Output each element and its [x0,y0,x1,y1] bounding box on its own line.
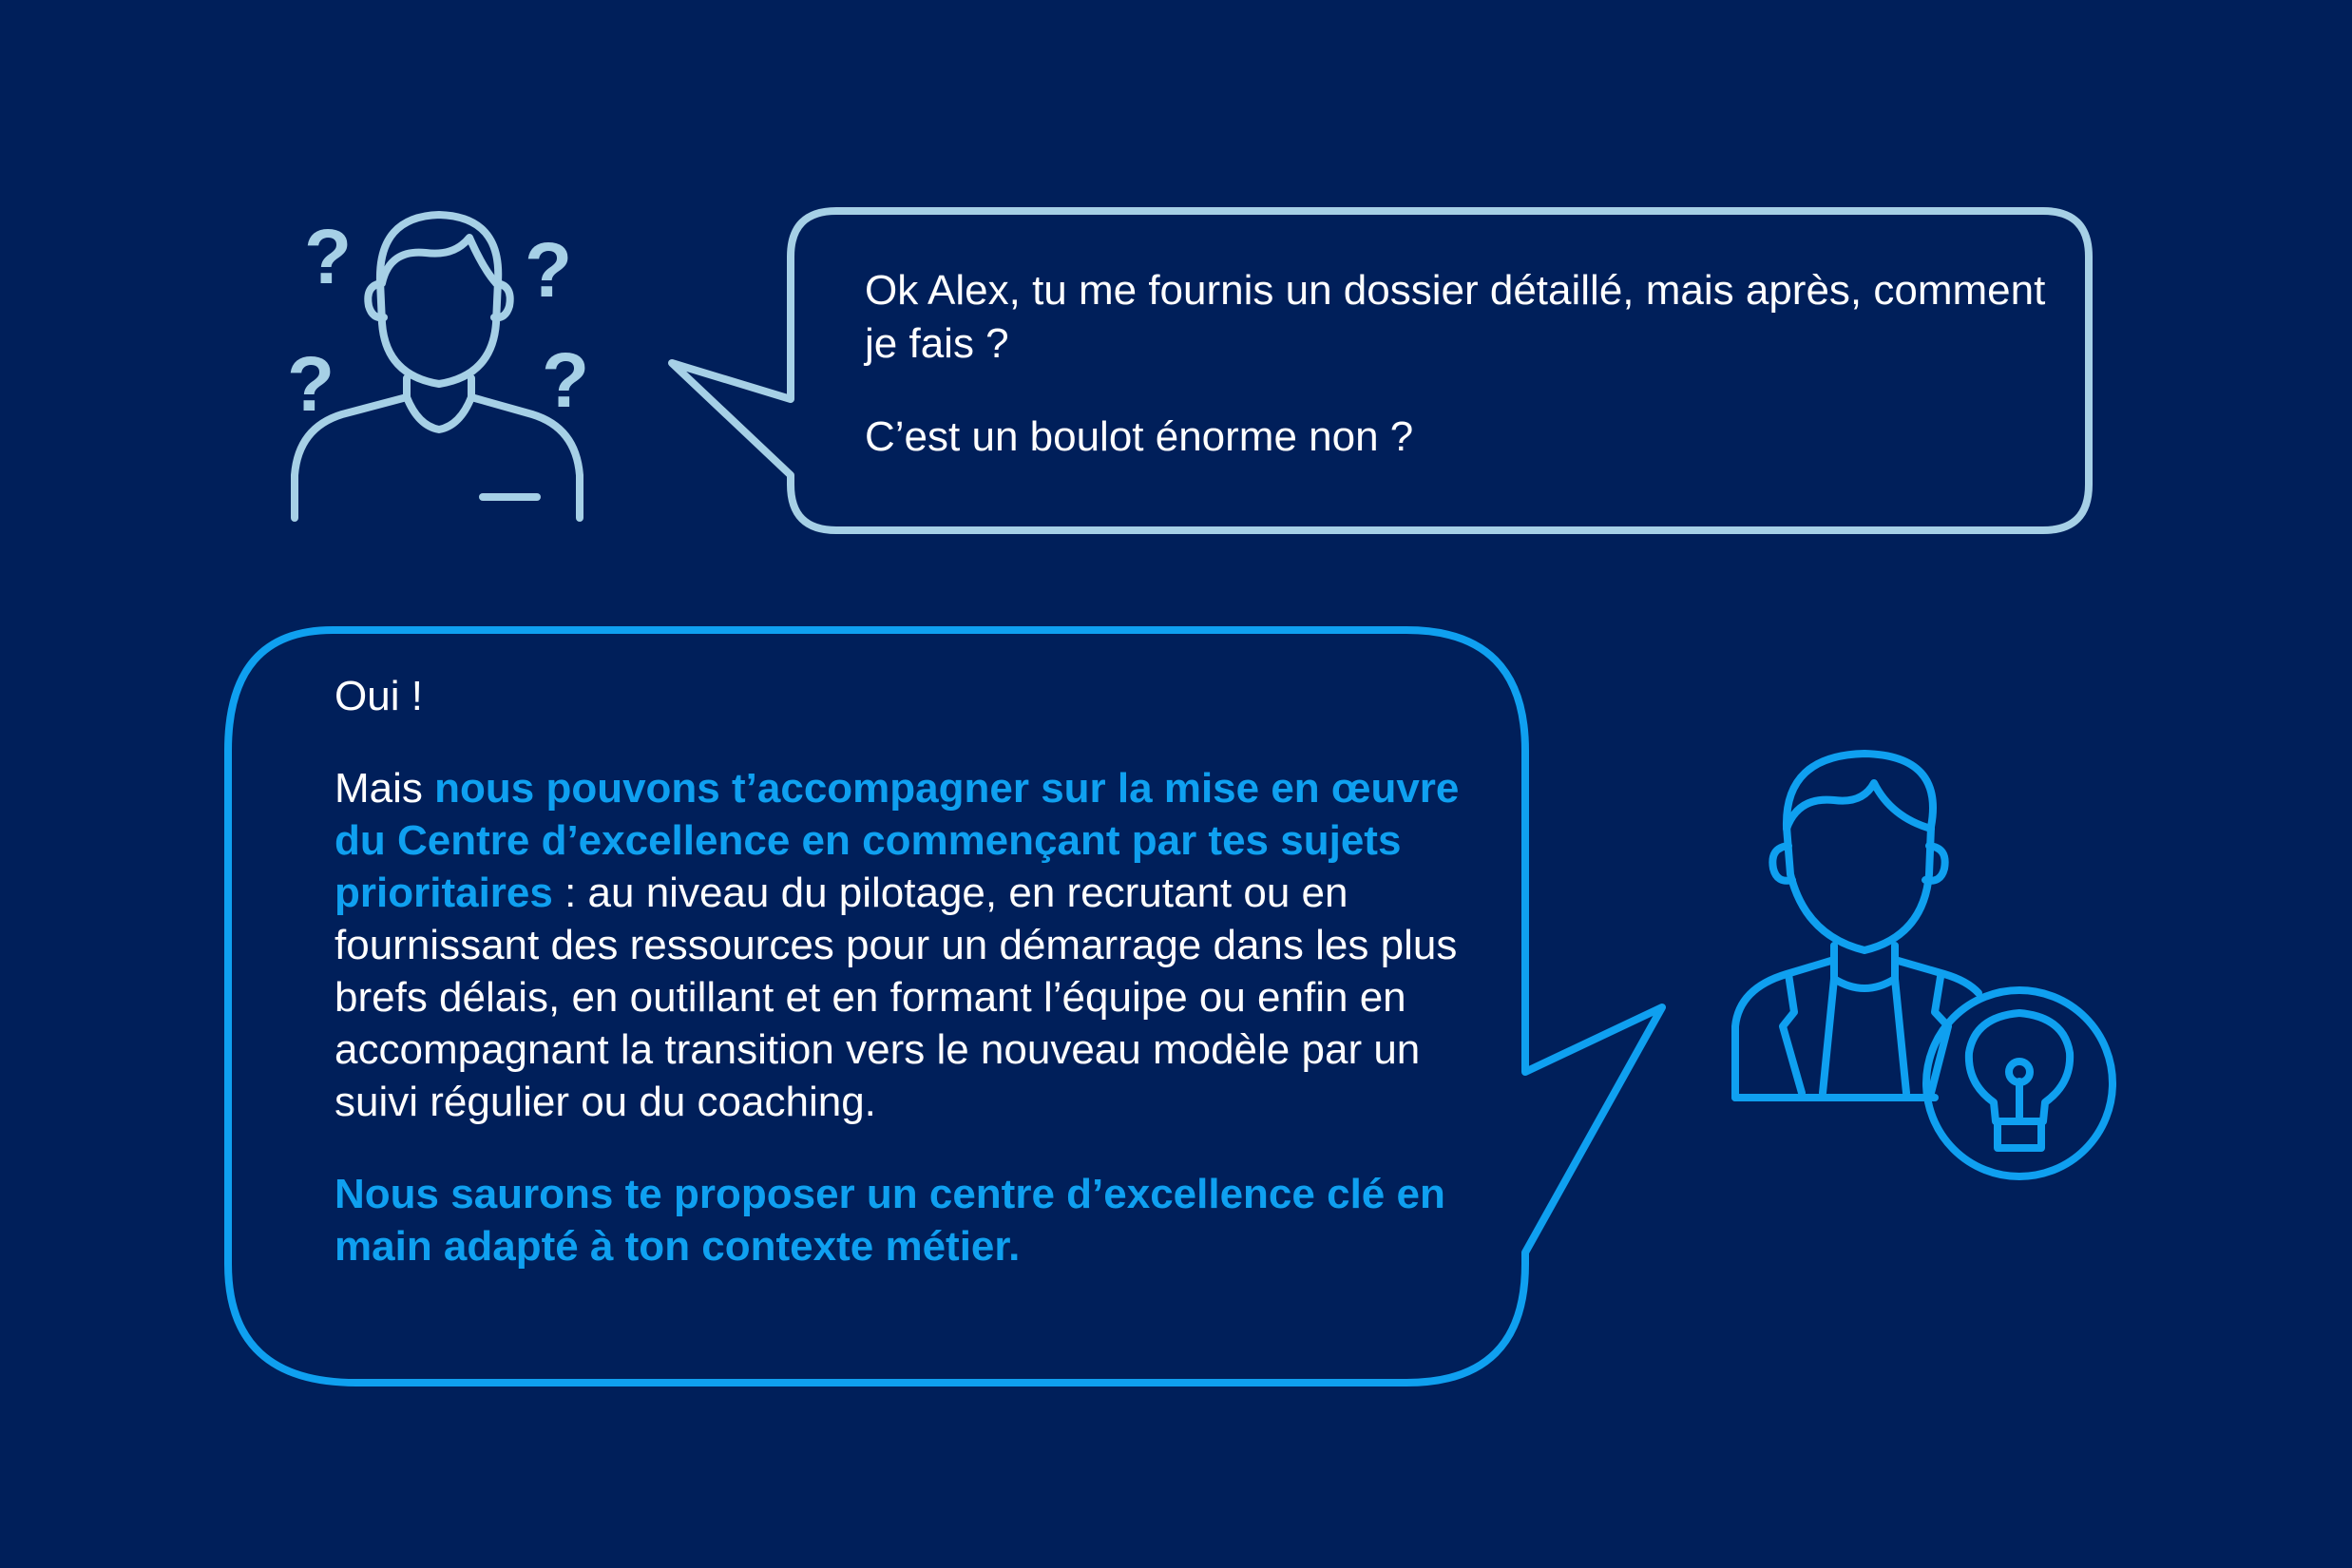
question-line-2: C’est un boulot énorme non ? [865,413,1414,460]
answer-rest: : au niveau du pilotage, en recrutant ou en fournissant des ressources pour un démarrage dans les plus brefs délais, en outillant et en formant l’équipe ou enfin en accompagnant la transition vers le nouveau modèle par un suivi régulier ou du coaching. [335,870,1458,1125]
answer-prefix: Mais [335,765,435,812]
question-text [865,264,2053,464]
person-with-lightbulb-icon [1735,754,2113,1176]
svg-text:?: ? [542,337,590,424]
answer-highlight: nous pouvons t’accompagner sur la mise en œuvre du Centre d’excellence en commençant par tes sujets prioritaires [335,765,1460,916]
person-with-question-marks-icon [287,214,589,518]
svg-text:?: ? [525,227,573,314]
question-line-1: Ok Alex, tu me fournis un dossier détaillé, mais après, comment je fais ? [865,267,2046,367]
answer-text [335,670,1475,1272]
answer-intro: Oui ! [335,673,423,719]
svg-text:?: ? [304,214,353,300]
svg-text:?: ? [287,341,335,428]
answer-paragraph [335,762,1475,1128]
answer-closing: Nous saurons te proposer un centre d’excellence clé en main adapté à ton contexte métier. [335,1171,1445,1270]
